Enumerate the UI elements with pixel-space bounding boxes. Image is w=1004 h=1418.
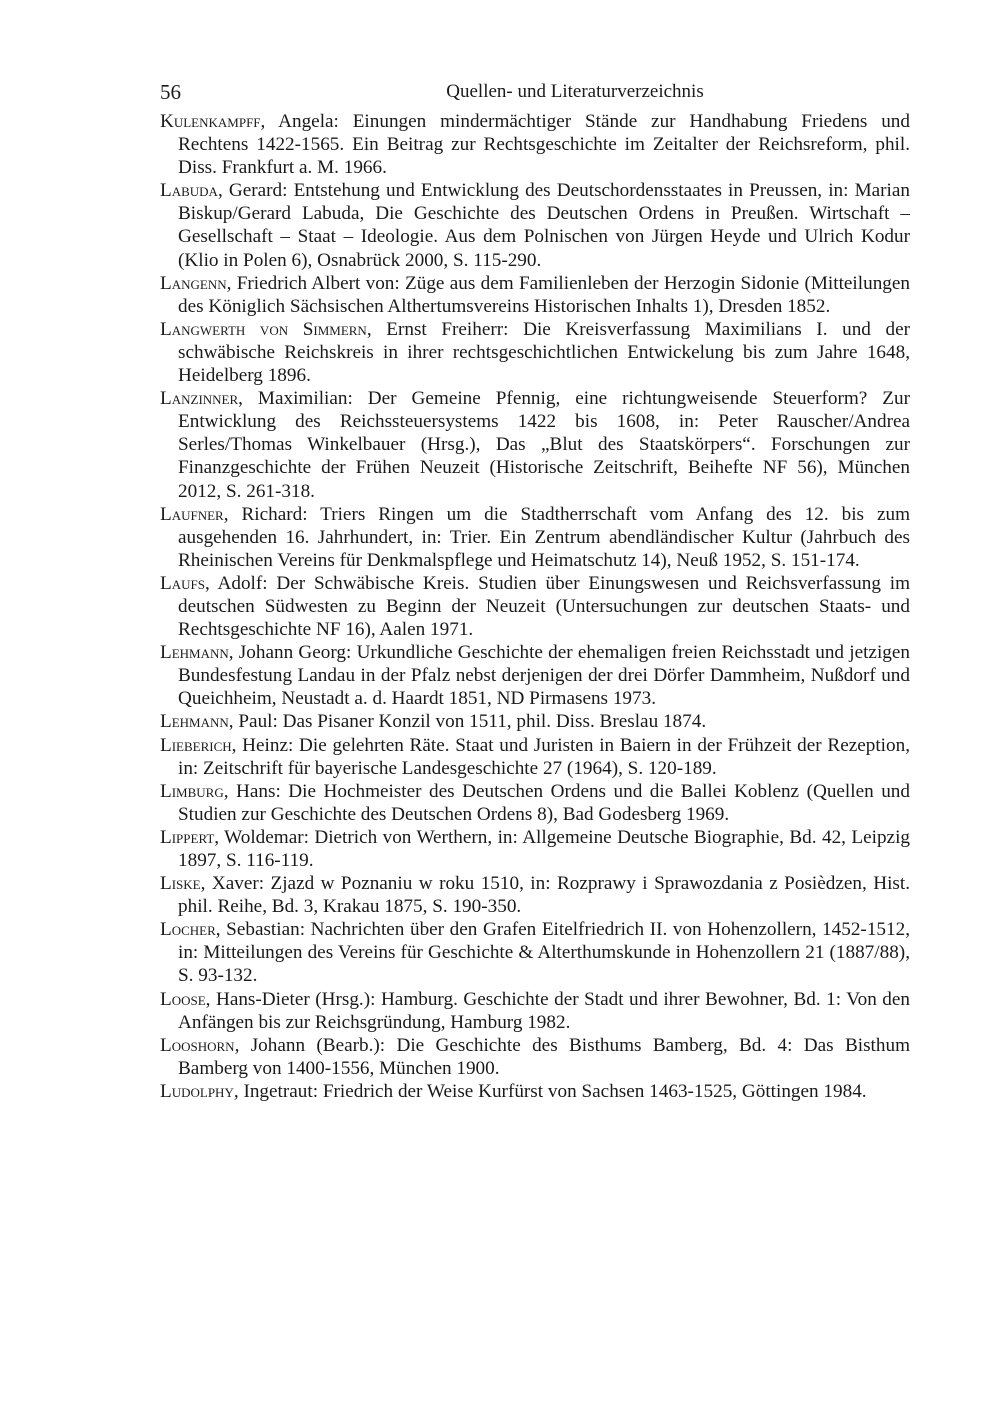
entry-text: , Johann (Bearb.): Die Geschichte des Bisthums Bamberg, Bd. 4: Das Bisthum Bamberg von 1400-1556, München 1900. [178,1034,910,1079]
bibliography-entry [160,387,910,502]
bibliography-entry [160,1080,910,1103]
bibliography-entry [160,872,910,918]
entry-text: , Friedrich Albert von: Züge aus dem Familienleben der Herzogin Sidonie (Mitteilungen des Königlich Sächsischen Althertumsvereins Historischen Inhalts 1), Dresden 1852. [178,272,910,317]
author-name: Limburg [160,780,224,802]
author-name: Lehmann [160,711,229,733]
author-name: Laufner [160,503,224,525]
bibliography-entry [160,826,910,872]
bibliography-entry [160,988,910,1034]
author-name: Kulenkampff [160,111,261,132]
author-name: Looshorn [160,1034,235,1056]
entry-text: , Sebastian: Nachrichten über den Grafen Eitelfriedrich II. von Hohenzollern, 1452-1512, in: Mitteilungen des Vereins für Geschichte & Alterthumskunde in Hohenzollern 21 (1887/88), S. 93-132. [178,919,910,987]
author-name: Lehmann [160,642,229,664]
bibliography-entry [160,272,910,318]
author-name: Labuda [160,180,218,202]
entry-text: , Ernst Freiherr: Die Kreisverfassung Maximilians I. und der schwäbische Reichskreis in ihrer rechtsgeschichtlichen Entwickelung bis zum Jahre 1648, Heidelberg 1896. [178,318,910,387]
entry-text: , Adolf: Der Schwäbische Kreis. Studien über Einungswesen und Reichsverfassung im deutschen Südwesten zu Beginn der Neuzeit (Untersuchungen zur deutschen Staats- und Rechtsgeschichte NF 16), Aalen 1971. [178,572,910,641]
entry-text: , Gerard: Entstehung und Entwicklung des Deutschordensstaates in Preussen, in: Marian Biskup/Gerard Labuda, Die Geschichte des Deutschen Ordens in Preußen. Wirtschaft – Gesellschaft – Staat – Ideologie. Aus dem Polnischen von Jürgen Heyde und Ulrich Kodur (Klio in Polen 6), Osnabrück 2000, S. 115-290. [178,180,910,271]
bibliography-list [160,110,910,1103]
entry-text: , Paul: Das Pisaner Konzil von 1511, phil. Diss. Breslau 1874. [228,711,707,733]
author-name: Langwerth von Simmern [160,318,367,340]
entry-text: , Ingetraut: Friedrich der Weise Kurfürst von Sachsen 1463-1525, Göttingen 1984. [233,1080,867,1102]
bibliography-entry [160,572,910,641]
bibliography-entry [160,780,910,826]
bibliography-entry [160,710,910,733]
bibliography-entry [160,734,910,780]
author-name: Langenn [160,272,227,294]
author-name: Lippert [160,826,215,848]
entry-text: , Angela: Einungen mindermächtiger Stände zur Handhabung Friedens und Rechtens 1422-1565. Ein Beitrag zur Rechtsgeschichte im Zeitalter der Reichsreform, phil. Diss. Frankfurt a. M. 1966. [178,111,910,179]
entry-text: , Maximilian: Der Gemeine Pfennig, eine richtungweisende Steuerform? Zur Entwicklung des Reichssteuersystems 1422 bis 1608, in: Peter Rauscher/Andrea Serles/Thomas Winkelbauer (Hrsg.), Das „Blut des Staatskörpers“. Forschungen zur Finanzgeschichte der Frühen Neuzeit (Historische Zeitschrift, Beihefte NF 56), München 2012, S. 261-318. [178,388,910,502]
bibliography-entry [160,110,910,179]
entry-text: , Richard: Triers Ringen um die Stadtherrschaft vom Anfang des 12. bis zum ausgehenden 16. Jahrhundert, in: Trier. Ein Zentrum abendländischer Kultur (Jahrbuch des Rheinischen Vereins für Denkmalspflege und Heimatschutz 14), Neuß 1952, S. 151-174. [178,503,910,571]
entry-text: , Woldemar: Dietrich von Werthern, in: Allgemeine Deutsche Biographie, Bd. 42, Leipzig 1897, S. 116-119. [178,826,910,871]
bibliography-entry [160,179,910,271]
page-header [160,78,910,110]
running-title: Quellen- und Literaturverzeichnis [446,81,704,102]
bibliography-entry [160,318,910,387]
bibliography-entry [160,1034,910,1080]
author-name: Locher [160,919,216,941]
bibliography-entry [160,503,910,572]
author-name: Lieberich [160,734,232,756]
entry-text: , Xaver: Zjazd w Poznaniu w roku 1510, in: Rozprawy i Sprawozdania z Posièdzen, Hist. phil. Reihe, Bd. 3, Krakau 1875, S. 190-350. [178,873,910,918]
page [160,78,910,1103]
bibliography-entry [160,918,910,987]
entry-text: , Johann Georg: Urkundliche Geschichte der ehemaligen freien Reichsstadt und jetzigen Bundesfestung Landau in der Pfalz nebst derjenigen der drei Dörfer Dammheim, Nußdorf und Queichheim, Neustadt a. d. Haardt 1851, ND Pirmasens 1973. [178,642,910,710]
bibliography-entry [160,641,910,710]
page-number: 56 [160,80,181,104]
entry-text: , Hans: Die Hochmeister des Deutschen Ordens und die Ballei Koblenz (Quellen und Studien zur Geschichte des Deutschen Ordens 8), Bad Godesberg 1969. [178,780,910,825]
author-name: Ludolphy [160,1080,234,1102]
author-name: Loose [160,988,206,1010]
entry-text: , Heinz: Die gelehrten Räte. Staat und Juristen in Baiern in der Frühzeit der Rezeption, in: Zeitschrift für bayerische Landesgeschichte 27 (1964), S. 120-189. [178,734,910,779]
author-name: Laufs [160,572,205,594]
author-name: Liske [160,873,201,895]
entry-text: , Hans-Dieter (Hrsg.): Hamburg. Geschichte der Stadt und ihrer Bewohner, Bd. 1: Von den Anfängen bis zur Reichsgründung, Hamburg 1982. [178,988,910,1033]
author-name: Lanzinner [160,388,239,410]
